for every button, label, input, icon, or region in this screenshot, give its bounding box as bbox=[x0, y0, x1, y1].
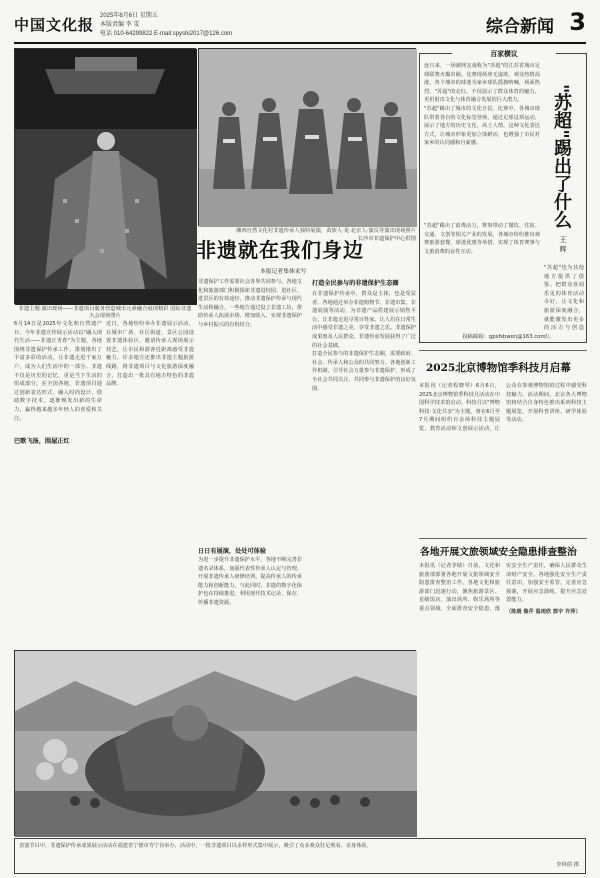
page-number: 3 bbox=[569, 8, 586, 36]
main-col-3-para: 在非遗保护传承中，群众是主体，也是受益者。各地通过举办非遗购物节、非遗市集、非遗展演等活动，为非遗产品搭建展示销售平台，让非遗走进寻常百姓家，让人们在日常生活中感受非遗之美、享受非遗之乐。非遗保护成果惠及人民群众，非遗传承发展获得了广泛的社会基础。 bbox=[312, 291, 416, 349]
footer-caption-text: 表演节目中，非遗保护传承成果展示活动在福建省宁德市寿宁县举办，活动中，一批非遗项目以多样形式集中展示，吸引了众多观众驻足观看、亲身体验。 bbox=[19, 843, 372, 849]
footer-caption-box bbox=[14, 838, 586, 874]
fashion-photo-image bbox=[15, 49, 197, 305]
main-col-1b-para: 近日，各地纷纷举办非遗展示活动，在城市广场、社区街道、景区公园设置非遗体验区，邀请传承人现场展示技艺，让市民和游客近距离感受非遗魅力。许多地方还推出非遗主题旅游线路，将非遗项目与文化旅游深度融合，打造出一批具有地方特色的非遗品牌。 bbox=[106, 321, 194, 388]
commentary-author: 王 辉 bbox=[559, 236, 567, 253]
issue-date: 2025年6月6日 星期五 bbox=[100, 13, 158, 19]
contact-line: 电话 010-64299822 E-mail:spyshi2017@126.com bbox=[100, 31, 233, 37]
newspaper-logo: 中国文化报 bbox=[14, 16, 95, 34]
main-byline: 本报记者集体采写 bbox=[260, 269, 307, 275]
main-col-3 bbox=[312, 290, 416, 542]
main-col-1-para: 6月14日是2025年文化和自然遗产日。今年非遗宣传展示活动以"融入现代生活——非遗正青春"为主题，各地围绕非遗保护传承工作，策划推出了丰富多彩的活动，让非遗走进千家万户，成为人们生活中的一部分。非遗不仅是历史的记忆，更是当下生活的组成部分。在全国各地，非遗项目通过创新表达形式、融入时尚设计、借助数字技术，逐渐焕发出新的生命力，赢得越来越多年轻人的喜爱和关注。 bbox=[14, 321, 102, 422]
commentary-para-4: "苏超"也为其他地方提供了借鉴。把群众喜闻乐见的体育活动办好，让文化和旅游深度融合，就能激发出更多的活力与创造力。 bbox=[544, 265, 584, 340]
main-col-3b-para: 打造全民参与的非遗保护生态圈，需要政府、社会、传承人和公众的共同努力。各地创新工作机制，引导社会力量参与非遗保护，形成了全社会共同关注、共同参与非遗保护的良好氛围。 bbox=[312, 351, 416, 392]
photo2-caption-text: 湘西自然文化村非遗传承人独特展演，苗族人·龙·北京人·演员等演出现场照片 bbox=[236, 228, 416, 234]
museum-body-para: 本报讯（记者程晓琴）6月6日，2025北京博物馆季科技月活动在中国科学技术馆启动。科技月以"博物科技·文化共享"为主题，将在6月至7月期间组织百余场科技主题展览、教育活动和文创展示活动，让公众在参观博物馆的过程中感受科技魅力。活动期间，北京各大博物馆将结合自身特色推出系列科技主题展览，开展科普讲座、研学体验等活动。 bbox=[419, 383, 587, 432]
commentary-para-1: 连日来，一场被网友戏称为"苏超"的江苏省城市足球联赛火爆出圈。比赛现场座无虚席，观众热情高涨，各个城市的球迷为家乡球队摇旗呐喊，场面热烈。"苏超"的走红，不仅展示了群众体育的魅力，更折射出文化与体育融合发展的巨大潜力。 bbox=[424, 63, 540, 104]
main-col-1 bbox=[14, 320, 102, 640]
main-col-4 bbox=[198, 556, 302, 656]
contact-email: 投稿邮箱：gpsfsbwen@163.com bbox=[462, 334, 546, 340]
commentary-para-2: "苏超"踢出了城市的文化自信。比赛中，各城市球队带着各自的文化标签登场，通过足球这项运动，展示了地方的历史文化、风土人情。这种文化表达方式，让城市形象更加立体鲜活，也增强了市民对家乡的认同感和自豪感。 bbox=[424, 105, 540, 147]
editor-line: 本版责编 李 雯 bbox=[100, 22, 140, 28]
safety-headline: 各地开展文旅领域安全隐患排查整治 bbox=[420, 547, 577, 558]
main-col-4-para: 为进一步提升非遗保护水平，各地不断完善非遗名录体系，加强代表性传承人认定与管理，开展非遗传承人研修培训，提高传承人的传承能力和创新能力。与此同时，非遗的数字化保护也在持续推进，利用现代技术记录、保存、传播非遗资源。 bbox=[198, 557, 302, 606]
main-col-1b bbox=[106, 320, 194, 640]
commentary-text-col-3 bbox=[544, 264, 584, 340]
photo-parade-float bbox=[14, 650, 416, 836]
museum-headline: 2025北京博物馆季科技月启幕 bbox=[426, 362, 571, 374]
commentary-vertical-title: "苏超"踢出了什么 bbox=[551, 84, 572, 229]
masthead-meta bbox=[100, 12, 232, 39]
subhead-1: 巴歌飞扬，围屋正红 bbox=[14, 438, 70, 445]
commentary-text-col-2 bbox=[424, 222, 540, 330]
divider-museum bbox=[419, 350, 587, 351]
subhead-2: 打造全民参与的非遗保护生态圈 bbox=[312, 280, 399, 287]
photo-fashion-show bbox=[14, 48, 196, 304]
main-col-2-para: 非遗保护工作需要社会各界共同参与。各地文化和旅游部门积极探索非遗进校园、进社区、进景区的有效途径，推动非遗保护传承与现代生活相融合。一些地方通过设立非遗工坊，帮助传承人拓展市场、增加收入，实现非遗保护与乡村振兴的有机结合。 bbox=[198, 279, 302, 328]
main-headline: 非遗就在我们身边 bbox=[196, 238, 364, 262]
photo-performers bbox=[198, 48, 416, 226]
photo1-caption: 非遗主题·演出现场——非遗项目服务营造城市元素融合展现精彩 国际非遗大会现场图片 bbox=[18, 306, 192, 319]
commentary-para-3: "苏超"踢出了消费活力。赛事带动了餐饮、住宿、交通、文创等相关产业的发展，各城市纷纷推出观赛旅游套餐、球迷优惠等举措，实现了体育赛事与文旅消费的良性互动。 bbox=[424, 223, 540, 255]
footer-credit: 李林倩 摄 bbox=[556, 862, 579, 868]
safety-body bbox=[419, 562, 587, 828]
performers-photo-image bbox=[199, 49, 417, 227]
parade-photo-image bbox=[15, 651, 417, 837]
main-col-2 bbox=[198, 278, 302, 544]
masthead bbox=[14, 6, 586, 46]
section-name: 综合新闻 bbox=[486, 17, 554, 37]
safety-body-para: 本报讯（记者李婧）日前，文化和旅游部部署各地开展文旅领域安全隐患排查整治工作。各地文化和旅游部门迅速行动，聚焦旅游景区、星级饭店、演出场所、娱乐场所等重点领域，全面排查安全隐患，落实安全生产责任，确保人民群众生命财产安全。各地强化安全生产责任意识，加强安全监管，完善应急预案，开展应急演练，提升应急处置能力。 bbox=[419, 563, 587, 612]
commentary-box-title: 百家横议 bbox=[452, 48, 556, 60]
photo2-credit: 长沙市非遗保护中心供图 bbox=[357, 236, 416, 242]
safety-signature: （陈晨 鲁芹 温雨欣 郭宇 许萍） bbox=[506, 608, 581, 615]
subhead-3: 日日有展演，处处可体验 bbox=[198, 548, 267, 555]
commentary-text-col bbox=[424, 62, 540, 222]
masthead-rule bbox=[14, 42, 586, 44]
divider-safety bbox=[419, 538, 587, 539]
museum-body bbox=[419, 382, 587, 492]
